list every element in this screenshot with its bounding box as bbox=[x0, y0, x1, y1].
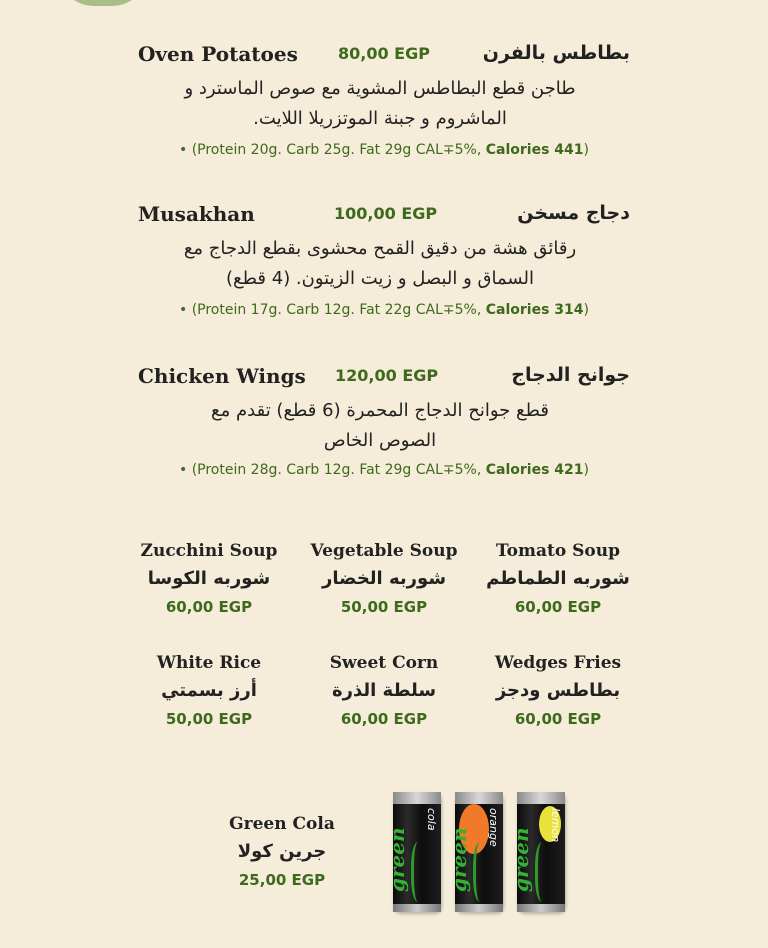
item-description bbox=[130, 396, 630, 456]
cell-price: 50,00 EGP bbox=[340, 598, 428, 616]
cell-price: 60,00 EGP bbox=[514, 710, 602, 728]
can-base bbox=[455, 904, 503, 912]
item-price: 120,00 EGP bbox=[335, 366, 439, 385]
nutrition-info bbox=[0, 142, 768, 158]
description-line: الماشروم و جبنة الموتزريلا اللايت. bbox=[253, 108, 507, 129]
can-lid bbox=[517, 792, 565, 804]
item-name-en: Musakhan bbox=[138, 202, 255, 226]
item-description bbox=[130, 74, 630, 134]
cell-name-ar: أرز بسمتي bbox=[161, 680, 257, 701]
menu-cell-green-cola bbox=[187, 811, 377, 893]
calories: Calories 441 bbox=[485, 142, 584, 158]
can-lid bbox=[393, 792, 441, 804]
nutrition-close: ) bbox=[583, 302, 590, 318]
description-line: رقائق هشة من دقيق القمح محشوى بقطع الدجاج مع bbox=[183, 238, 577, 259]
nutrition-values: • (Protein 20g. Carb 25g. Fat 29g CAL∓5%, bbox=[178, 142, 482, 158]
item-price: 100,00 EGP bbox=[334, 204, 438, 223]
item-price: 80,00 EGP bbox=[338, 44, 430, 63]
can-brand-text: green bbox=[447, 827, 471, 892]
green-cola-can-image bbox=[385, 792, 441, 912]
calories: Calories 314 bbox=[485, 302, 584, 318]
menu-cell-white-rice bbox=[114, 650, 304, 732]
menu-cell-wedges-fries bbox=[463, 650, 653, 732]
cell-name-ar: شوربه الطماطم bbox=[486, 568, 630, 589]
menu-cell-zucchini-soup bbox=[114, 538, 304, 620]
calories: Calories 421 bbox=[485, 462, 584, 478]
can-base bbox=[517, 904, 565, 912]
nutrition-values: • (Protein 17g. Carb 12g. Fat 22g CAL∓5%, bbox=[178, 302, 482, 318]
description-line: طاجن قطع البطاطس المشوية مع صوص الماسترد و bbox=[184, 78, 576, 99]
cell-name-ar: بطاطس ودجز bbox=[495, 680, 621, 701]
can-flavor-text: orange bbox=[487, 808, 500, 847]
description-line: قطع جوانح الدجاج المحمرة (6 قطع) تقدم مع bbox=[211, 400, 549, 421]
green-orange-can-image bbox=[447, 792, 503, 912]
cell-price: 60,00 EGP bbox=[340, 710, 428, 728]
cell-name-en: Vegetable Soup bbox=[310, 541, 458, 561]
item-name-en: Chicken Wings bbox=[138, 364, 306, 388]
cell-name-en: Zucchini Soup bbox=[140, 541, 278, 561]
cell-name-ar: شوربه الكوسا bbox=[147, 568, 271, 589]
nutrition-close: ) bbox=[583, 462, 590, 478]
cell-name-en: Sweet Corn bbox=[329, 653, 439, 673]
cell-name-en: Wedges Fries bbox=[494, 653, 622, 673]
can-brand-text: green bbox=[509, 827, 533, 892]
drink-name-ar: جرين كولا bbox=[237, 841, 327, 862]
description-line: الصوص الخاص bbox=[323, 430, 437, 451]
item-name-ar: دجاج مسخن bbox=[517, 202, 630, 224]
cell-price: 60,00 EGP bbox=[514, 598, 602, 616]
menu-cell-vegetable-soup bbox=[289, 538, 479, 620]
description-line: السماق و البصل و زيت الزيتون. (4 قطع) bbox=[226, 268, 534, 289]
green-lemon-can-image bbox=[509, 792, 565, 912]
nutrition-values: • (Protein 28g. Carb 12g. Fat 29g CAL∓5%, bbox=[178, 462, 482, 478]
cell-price: 50,00 EGP bbox=[165, 710, 253, 728]
header-decoration bbox=[58, 0, 148, 6]
drink-price: 25,00 EGP bbox=[238, 871, 326, 889]
menu-cell-tomato-soup bbox=[463, 538, 653, 620]
can-flavor-text: cola bbox=[425, 808, 438, 831]
nutrition-info bbox=[0, 302, 768, 318]
item-name-ar: جوانح الدجاج bbox=[511, 364, 630, 386]
menu-cell-sweet-corn bbox=[289, 650, 479, 732]
cell-name-ar: شوربه الخضار bbox=[321, 568, 447, 589]
item-description bbox=[130, 234, 630, 294]
cell-price: 60,00 EGP bbox=[165, 598, 253, 616]
can-brand-text: green bbox=[385, 827, 409, 892]
nutrition-info bbox=[0, 462, 768, 478]
cell-name-en: White Rice bbox=[156, 653, 262, 673]
drink-name-en: Green Cola bbox=[229, 814, 335, 834]
can-base bbox=[393, 904, 441, 912]
can-flavor-text: lemon bbox=[549, 808, 562, 843]
cell-name-en: Tomato Soup bbox=[495, 541, 620, 561]
cell-name-ar: سلطة الذرة bbox=[331, 680, 437, 701]
nutrition-close: ) bbox=[583, 142, 590, 158]
item-name-ar: بطاطس بالفرن bbox=[482, 42, 630, 64]
item-name-en: Oven Potatoes bbox=[138, 42, 298, 66]
can-lid bbox=[455, 792, 503, 804]
